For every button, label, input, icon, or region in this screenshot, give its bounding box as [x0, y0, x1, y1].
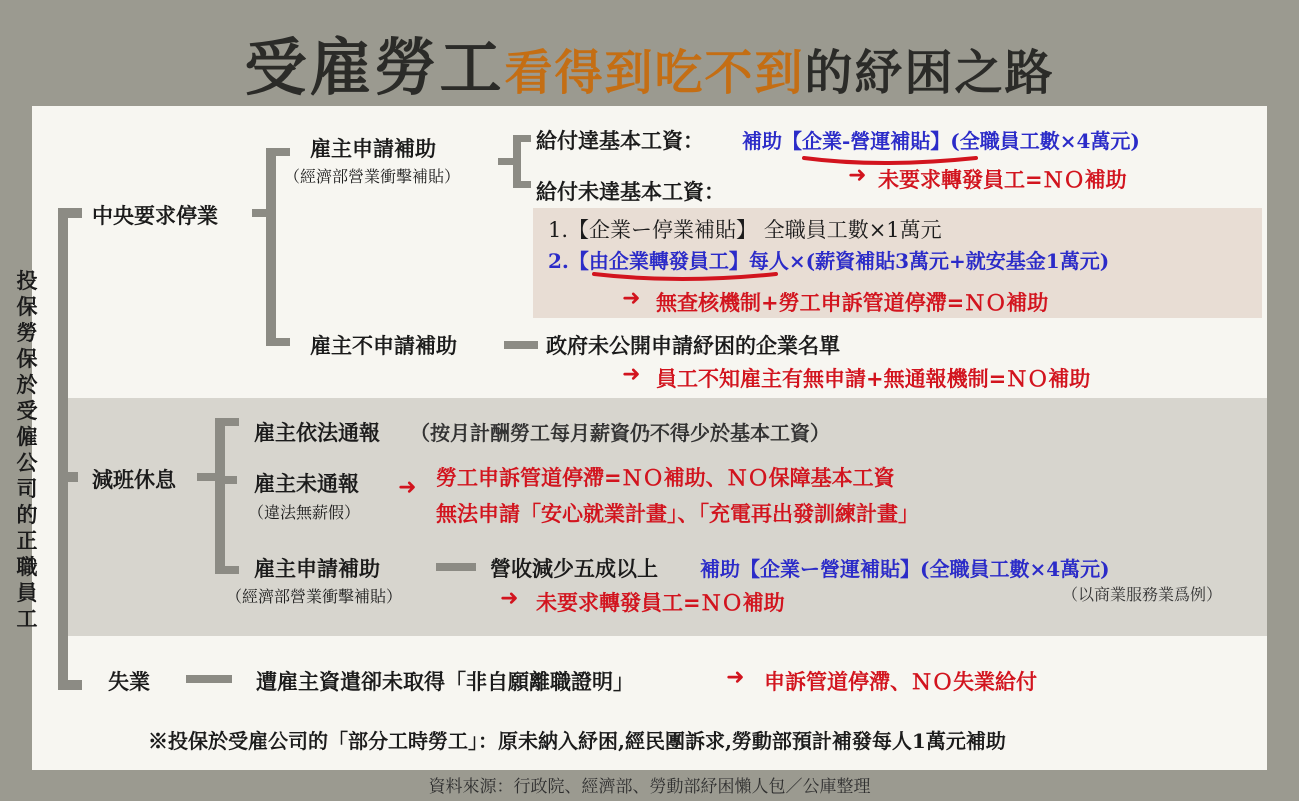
main-bracket-top: [58, 208, 82, 218]
central-employer-apply-sub: （經濟部營業衝擊補貼）: [284, 167, 461, 186]
paid-min-label: 給付達基本工資：: [536, 128, 704, 153]
apply-connector: [498, 158, 514, 165]
reduced-connector: [197, 473, 217, 481]
revenue-arrow-icon: ➜: [500, 586, 519, 611]
side-label: 投 保 勞 保 於 受 僱 公 司 的 正 職 員 工: [16, 268, 38, 631]
unemployed-connector: [186, 675, 232, 683]
reduced-bracket-top: [215, 418, 239, 426]
not-apply-connector: [504, 341, 538, 349]
legal-notify: 雇主依法通報: [254, 420, 380, 445]
paid-min-note: 未要求轉發員工=ＮＯ補助: [878, 168, 1127, 192]
central-employer-apply: 雇主申請補助: [310, 136, 436, 161]
main-bracket-bottom: [58, 680, 82, 690]
gov-note-arrow-icon: ➜: [622, 362, 641, 387]
below-item-2-underline: [590, 268, 780, 286]
revenue-example: （以商業服務業爲例）: [1062, 585, 1223, 604]
revenue-note: 未要求轉發員工=ＮＯ補助: [536, 591, 785, 615]
reduced-bracket-mid: [215, 476, 237, 484]
apply-bracket-top: [513, 135, 531, 142]
title-part3: 的紓困之路: [804, 45, 1055, 101]
reduced-bracket-vertical: [215, 418, 225, 574]
below-note: 無查核機制+勞工申訴管道停滯=ＮＯ補助: [656, 291, 1049, 315]
not-notify-sub: （違法無薪假）: [248, 503, 361, 522]
source-credit: 資料來源：行政院、經濟部、勞動部紓困懶人包／公庫整理: [428, 777, 871, 797]
below-item-1: 1.【企業ー停業補貼】 全職員工數×1萬元: [548, 218, 942, 242]
reduced-label: 減班休息: [92, 467, 176, 492]
unemployed-arrow-icon: ➜: [726, 665, 745, 690]
title-part2: 看得到吃不到: [504, 45, 805, 101]
revenue-connector: [436, 563, 476, 571]
apply-bracket-bottom: [513, 181, 531, 188]
reduced-employer-apply-sub: （經濟部營業衝擊補貼）: [226, 587, 403, 606]
central-bracket-bottom: [266, 338, 290, 346]
below-note-arrow-icon: ➜: [622, 286, 641, 311]
central-employer-not-apply: 雇主不申請補助: [310, 333, 457, 358]
gov-note: 員工不知雇主有無申請+無通報機制=ＮＯ補助: [656, 367, 1091, 391]
reduced-bracket-bottom: [215, 566, 239, 574]
gov-list: 政府未公開申請紓困的企業名單: [546, 333, 840, 358]
main-bracket-vertical: [58, 208, 68, 688]
paid-min-subsidy: 補助【企業-營運補貼】(全職員工數×4萬元): [742, 129, 1140, 153]
page-title: [0, 18, 1299, 107]
title-part1: 受雇勞工: [244, 31, 505, 104]
central-bracket-vertical: [266, 148, 276, 346]
footnote: ※投保於受雇公司的「部分工時勞工」：原未納入紓困,經民團訴求,勞動部預計補發每人1萬元補助: [148, 729, 1006, 753]
revenue-drop: 營收減少五成以上: [490, 556, 658, 581]
not-notify-note-2: 無法申請「安心就業計畫」、「充電再出發訓練計畫」: [436, 502, 919, 526]
revenue-subsidy: 補助【企業ー營運補貼】(全職員工數×4萬元): [700, 557, 1110, 581]
central-label: 中央要求停業: [92, 203, 218, 228]
apply-bracket-vertical: [513, 135, 521, 187]
below-item-2: 2.【由企業轉發員工】每人×(薪資補貼3萬元+就安基金1萬元): [548, 249, 1110, 273]
central-bracket-top: [266, 148, 290, 156]
unemployed-note: 申訴管道停滯、ＮＯ失業給付: [764, 670, 1037, 694]
reduced-employer-apply: 雇主申請補助: [254, 556, 380, 581]
paid-min-arrow-icon: ➜: [848, 163, 867, 188]
not-notify-arrow-icon: ➜: [398, 475, 417, 500]
paid-below-label: 給付未達基本工資：: [536, 179, 725, 204]
not-notify-note-1: 勞工申訴管道停滯=ＮＯ補助、ＮＯ保障基本工資: [436, 466, 895, 490]
main-bracket-mid: [58, 472, 78, 482]
unemployed-label: 失業: [108, 669, 150, 694]
not-notify: 雇主未通報: [254, 471, 359, 496]
legal-notify-sub: （按月計酬勞工每月薪資仍不得少於基本工資）: [410, 421, 830, 445]
unemployed-desc: 遭雇主資遣卻未取得「非自願離職證明」: [256, 669, 634, 694]
